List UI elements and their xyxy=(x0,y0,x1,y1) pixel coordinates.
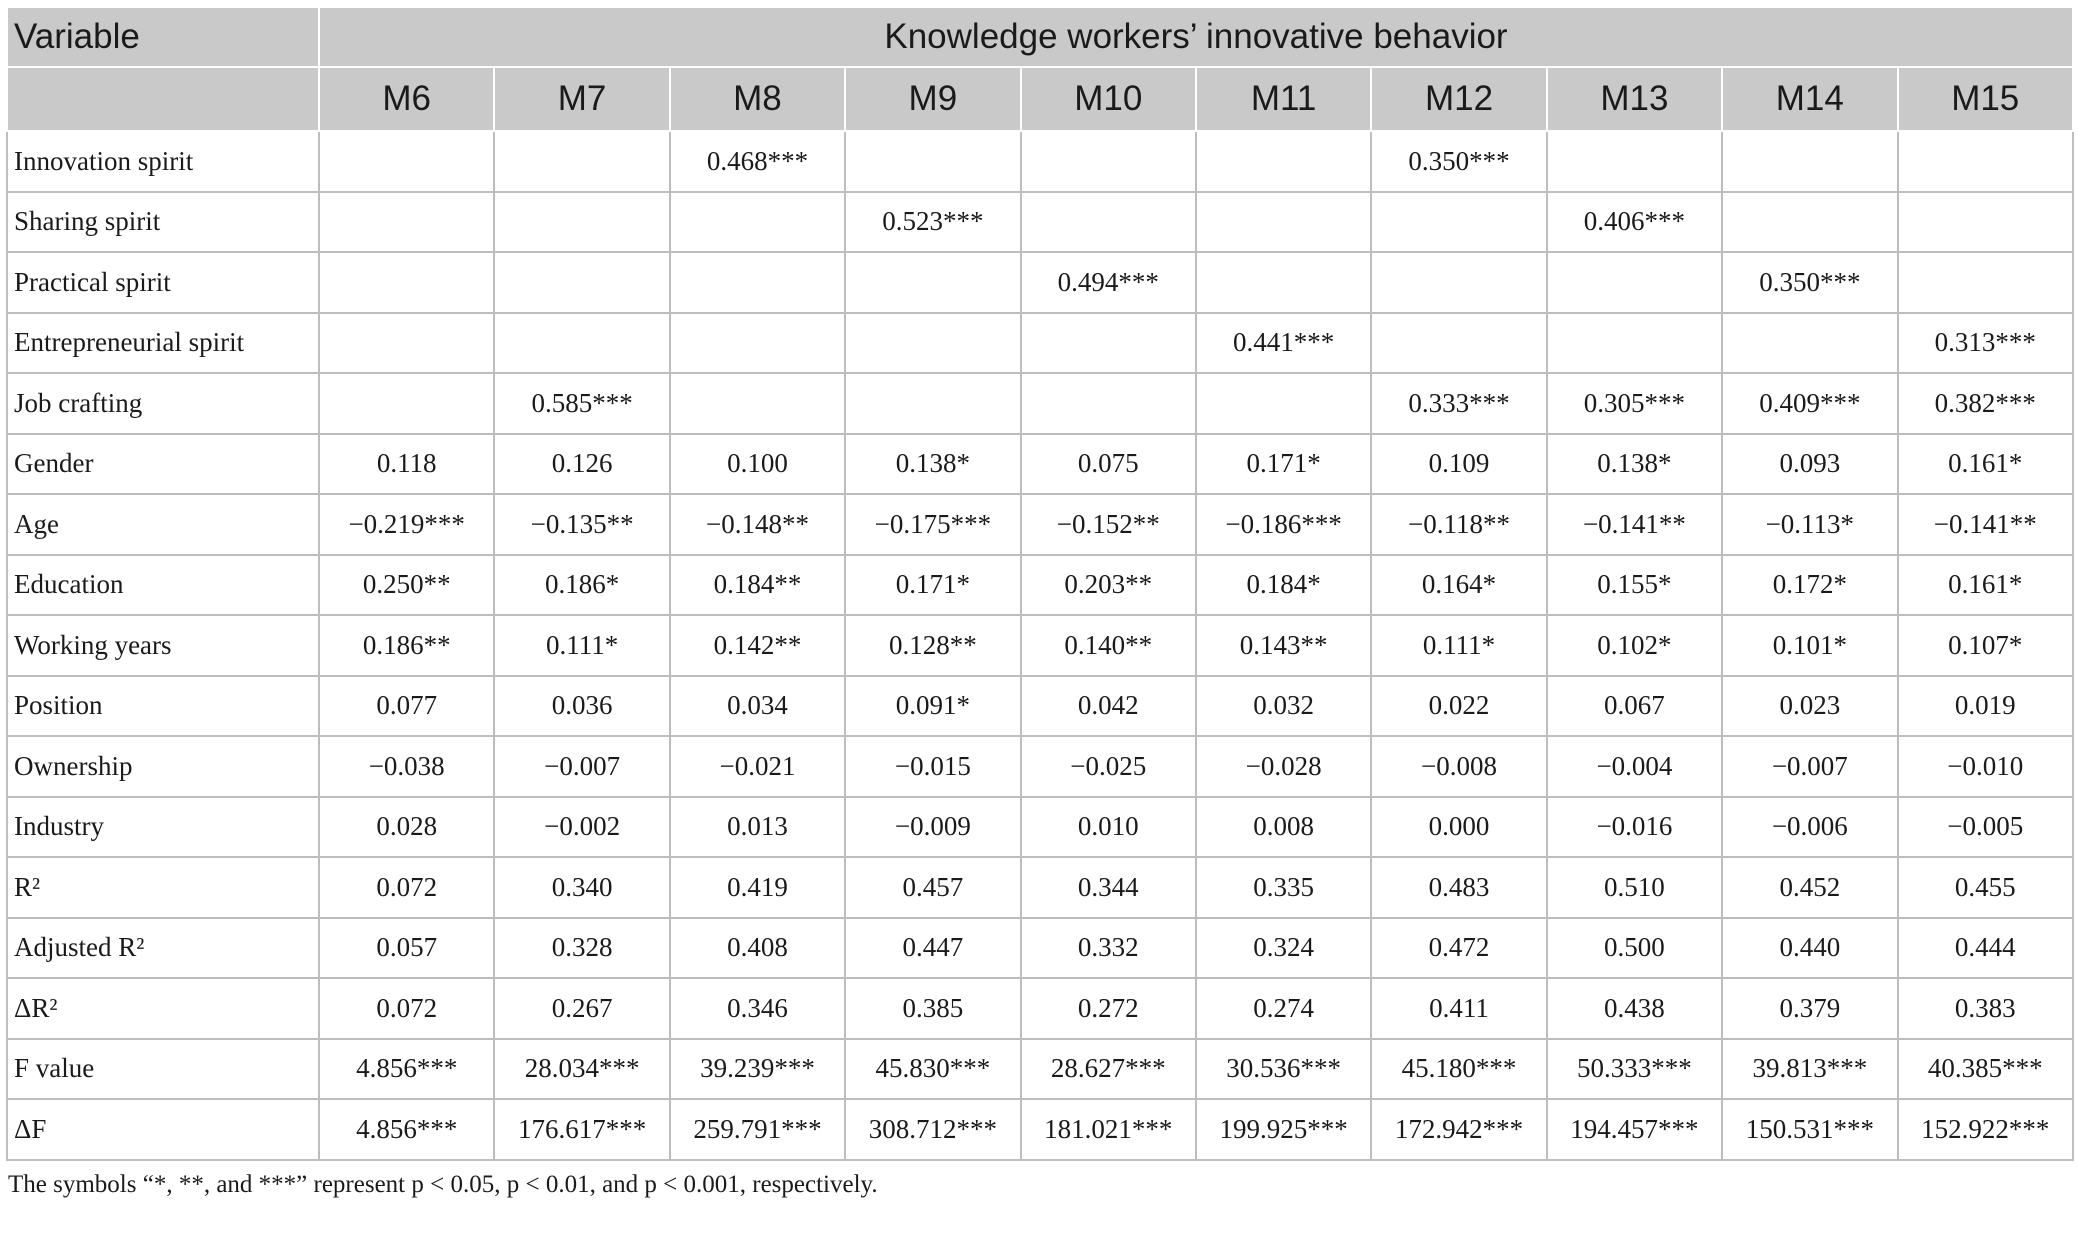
model-header: M9 xyxy=(845,67,1020,131)
table-cell: 0.100 xyxy=(670,434,845,495)
table-cell: 40.385*** xyxy=(1898,1039,2073,1100)
table-cell xyxy=(319,131,494,192)
table-cell: 0.186** xyxy=(319,615,494,676)
table-cell: 0.419 xyxy=(670,857,845,918)
table-cell xyxy=(494,252,669,313)
table-cell: −0.038 xyxy=(319,736,494,797)
table-cell: 150.531*** xyxy=(1722,1099,1897,1160)
row-label: Innovation spirit xyxy=(7,131,319,192)
table-row xyxy=(7,192,2073,253)
table-cell: 0.140** xyxy=(1021,615,1196,676)
table-cell xyxy=(670,192,845,253)
table-cell: 0.042 xyxy=(1021,676,1196,737)
table-cell xyxy=(1196,131,1371,192)
table-cell: 0.184* xyxy=(1196,555,1371,616)
table-cell: 39.813*** xyxy=(1722,1039,1897,1100)
table-cell xyxy=(1021,131,1196,192)
table-cell: 0.350*** xyxy=(1722,252,1897,313)
table-cell: 0.324 xyxy=(1196,918,1371,979)
table-cell: 0.172* xyxy=(1722,555,1897,616)
table-cell: 0.186* xyxy=(494,555,669,616)
table-cell xyxy=(1722,192,1897,253)
table-cell: 0.126 xyxy=(494,434,669,495)
table-row xyxy=(7,434,2073,495)
table-cell: 0.510 xyxy=(1547,857,1722,918)
table-cell: 0.452 xyxy=(1722,857,1897,918)
table-cell: −0.219*** xyxy=(319,494,494,555)
model-header: M8 xyxy=(670,67,845,131)
table-cell xyxy=(1547,313,1722,374)
table-cell: 0.472 xyxy=(1371,918,1546,979)
row-label: Practical spirit xyxy=(7,252,319,313)
row-label: Education xyxy=(7,555,319,616)
table-cell: 0.107* xyxy=(1898,615,2073,676)
table-cell: 0.332 xyxy=(1021,918,1196,979)
model-header: M6 xyxy=(319,67,494,131)
table-cell: 0.067 xyxy=(1547,676,1722,737)
model-header: M13 xyxy=(1547,67,1722,131)
table-cell: 0.447 xyxy=(845,918,1020,979)
table-cell: −0.008 xyxy=(1371,736,1546,797)
table-cell: 0.523*** xyxy=(845,192,1020,253)
table-cell xyxy=(494,192,669,253)
table-cell xyxy=(1371,252,1546,313)
table-cell: 0.328 xyxy=(494,918,669,979)
table-cell: −0.148** xyxy=(670,494,845,555)
table-cell xyxy=(1021,373,1196,434)
table-cell: 0.013 xyxy=(670,797,845,858)
table-cell: 0.340 xyxy=(494,857,669,918)
table-cell: 0.457 xyxy=(845,857,1020,918)
table-cell: −0.005 xyxy=(1898,797,2073,858)
row-label: ΔR² xyxy=(7,978,319,1039)
table-cell: 0.333*** xyxy=(1371,373,1546,434)
variable-column-header: Variable xyxy=(7,7,319,67)
table-cell: 308.712*** xyxy=(845,1099,1020,1160)
row-label: Entrepreneurial spirit xyxy=(7,313,319,374)
row-label: ΔF xyxy=(7,1099,319,1160)
table-cell: 0.500 xyxy=(1547,918,1722,979)
table-cell: 0.335 xyxy=(1196,857,1371,918)
table-cell xyxy=(319,252,494,313)
table-cell: 0.455 xyxy=(1898,857,2073,918)
table-cell xyxy=(1722,313,1897,374)
table-cell: 259.791*** xyxy=(670,1099,845,1160)
table-cell: 0.057 xyxy=(319,918,494,979)
table-cell: 0.022 xyxy=(1371,676,1546,737)
table-row xyxy=(7,918,2073,979)
table-cell: 0.142** xyxy=(670,615,845,676)
row-label: Job crafting xyxy=(7,373,319,434)
row-label: Working years xyxy=(7,615,319,676)
model-header: M11 xyxy=(1196,67,1371,131)
table-row xyxy=(7,313,2073,374)
table-cell: 0.585*** xyxy=(494,373,669,434)
table-cell: 0.379 xyxy=(1722,978,1897,1039)
table-cell: 0.109 xyxy=(1371,434,1546,495)
table-row xyxy=(7,131,2073,192)
table-row xyxy=(7,736,2073,797)
table-cell: 0.008 xyxy=(1196,797,1371,858)
table-cell: 194.457*** xyxy=(1547,1099,1722,1160)
table-cell: 0.409*** xyxy=(1722,373,1897,434)
table-cell: 39.239*** xyxy=(670,1039,845,1100)
table-cell: 0.111* xyxy=(494,615,669,676)
table-cell: 0.028 xyxy=(319,797,494,858)
table-cell: −0.010 xyxy=(1898,736,2073,797)
table-cell: 0.444 xyxy=(1898,918,2073,979)
table-cell: 0.143** xyxy=(1196,615,1371,676)
table-cell: 0.171* xyxy=(1196,434,1371,495)
table-cell: 45.830*** xyxy=(845,1039,1020,1100)
table-cell: 0.032 xyxy=(1196,676,1371,737)
table-container xyxy=(6,6,2072,1199)
table-cell xyxy=(670,313,845,374)
table-cell: −0.007 xyxy=(494,736,669,797)
row-label: Gender xyxy=(7,434,319,495)
table-cell: 0.171* xyxy=(845,555,1020,616)
dependent-variable-header: Knowledge workers’ innovative behavior xyxy=(319,7,2073,67)
table-cell xyxy=(319,313,494,374)
table-cell: 50.333*** xyxy=(1547,1039,1722,1100)
table-cell: 0.382*** xyxy=(1898,373,2073,434)
row-label: F value xyxy=(7,1039,319,1100)
table-cell: 0.111* xyxy=(1371,615,1546,676)
table-cell: −0.021 xyxy=(670,736,845,797)
table-cell xyxy=(1722,131,1897,192)
table-cell: −0.009 xyxy=(845,797,1020,858)
table-row xyxy=(7,1099,2073,1160)
table-cell: 28.034*** xyxy=(494,1039,669,1100)
table-cell: 0.438 xyxy=(1547,978,1722,1039)
table-cell: 0.000 xyxy=(1371,797,1546,858)
row-label: Industry xyxy=(7,797,319,858)
table-cell: 172.942*** xyxy=(1371,1099,1546,1160)
table-cell: 0.101* xyxy=(1722,615,1897,676)
table-cell: 4.856*** xyxy=(319,1039,494,1100)
table-cell xyxy=(1547,131,1722,192)
table-cell: 0.161* xyxy=(1898,434,2073,495)
table-cell: −0.113* xyxy=(1722,494,1897,555)
table-cell: 0.072 xyxy=(319,978,494,1039)
table-cell: −0.186*** xyxy=(1196,494,1371,555)
model-header: M12 xyxy=(1371,67,1546,131)
table-row xyxy=(7,252,2073,313)
table-cell: −0.002 xyxy=(494,797,669,858)
table-cell: 0.072 xyxy=(319,857,494,918)
table-cell: 0.305*** xyxy=(1547,373,1722,434)
table-cell: 0.313*** xyxy=(1898,313,2073,374)
table-cell: 0.019 xyxy=(1898,676,2073,737)
table-cell: 0.010 xyxy=(1021,797,1196,858)
table-row xyxy=(7,676,2073,737)
row-label: Ownership xyxy=(7,736,319,797)
table-cell: 0.155* xyxy=(1547,555,1722,616)
table-cell: 0.128** xyxy=(845,615,1020,676)
table-cell: −0.025 xyxy=(1021,736,1196,797)
table-cell: 0.250** xyxy=(319,555,494,616)
table-cell: 0.411 xyxy=(1371,978,1546,1039)
table-cell: 45.180*** xyxy=(1371,1039,1546,1100)
table-cell xyxy=(1196,252,1371,313)
table-cell xyxy=(1021,313,1196,374)
table-cell xyxy=(494,131,669,192)
table-cell: 176.617*** xyxy=(494,1099,669,1160)
row-label: Sharing spirit xyxy=(7,192,319,253)
model-header: M15 xyxy=(1898,67,2073,131)
table-cell: 0.075 xyxy=(1021,434,1196,495)
table-cell: 0.346 xyxy=(670,978,845,1039)
table-cell: −0.007 xyxy=(1722,736,1897,797)
table-cell: −0.118** xyxy=(1371,494,1546,555)
table-cell: 0.344 xyxy=(1021,857,1196,918)
table-row xyxy=(7,857,2073,918)
table-cell xyxy=(845,373,1020,434)
table-cell: 0.077 xyxy=(319,676,494,737)
table-cell: 0.408 xyxy=(670,918,845,979)
table-row xyxy=(7,797,2073,858)
table-footnote: The symbols “*, **, and ***” represent p < 0.05, p < 0.01, and p < 0.001, respectively. xyxy=(8,1170,878,1198)
table-cell: 0.091* xyxy=(845,676,1020,737)
table-cell: −0.016 xyxy=(1547,797,1722,858)
table-cell xyxy=(1547,252,1722,313)
table-cell xyxy=(845,252,1020,313)
table-cell: 0.036 xyxy=(494,676,669,737)
table-header xyxy=(7,7,2073,131)
table-cell: 181.021*** xyxy=(1021,1099,1196,1160)
table-cell: 0.161* xyxy=(1898,555,2073,616)
table-cell: −0.175*** xyxy=(845,494,1020,555)
table-cell xyxy=(1898,252,2073,313)
table-cell: 0.164* xyxy=(1371,555,1546,616)
table-cell: 0.494*** xyxy=(1021,252,1196,313)
table-cell: 4.856*** xyxy=(319,1099,494,1160)
model-header: M14 xyxy=(1722,67,1897,131)
table-cell: 0.023 xyxy=(1722,676,1897,737)
table-cell: 0.034 xyxy=(670,676,845,737)
table-row xyxy=(7,494,2073,555)
table-cell xyxy=(1898,131,2073,192)
table-cell: 0.267 xyxy=(494,978,669,1039)
table-cell: 0.138* xyxy=(845,434,1020,495)
table-cell: −0.015 xyxy=(845,736,1020,797)
table-cell: −0.152** xyxy=(1021,494,1196,555)
table-cell: 28.627*** xyxy=(1021,1039,1196,1100)
table-cell xyxy=(845,313,1020,374)
table-cell: −0.028 xyxy=(1196,736,1371,797)
table-cell: 0.406*** xyxy=(1547,192,1722,253)
row-label: Age xyxy=(7,494,319,555)
table-cell: 0.118 xyxy=(319,434,494,495)
table-cell: −0.141** xyxy=(1547,494,1722,555)
table-body xyxy=(7,131,2073,1160)
table-cell: 0.138* xyxy=(1547,434,1722,495)
table-row xyxy=(7,978,2073,1039)
table-cell xyxy=(1196,192,1371,253)
table-cell: 152.922*** xyxy=(1898,1099,2073,1160)
table-cell: 0.184** xyxy=(670,555,845,616)
regression-table xyxy=(6,6,2074,1161)
table-cell: 0.383 xyxy=(1898,978,2073,1039)
table-cell: 0.203** xyxy=(1021,555,1196,616)
table-cell xyxy=(1021,192,1196,253)
table-cell xyxy=(670,252,845,313)
table-cell: −0.141** xyxy=(1898,494,2073,555)
table-cell xyxy=(319,373,494,434)
table-cell xyxy=(1371,192,1546,253)
model-header: M10 xyxy=(1021,67,1196,131)
table-cell xyxy=(1898,192,2073,253)
table-row xyxy=(7,1039,2073,1100)
row-label: Adjusted R² xyxy=(7,918,319,979)
table-cell: −0.135** xyxy=(494,494,669,555)
row-label: Position xyxy=(7,676,319,737)
table-row xyxy=(7,555,2073,616)
table-cell: 0.102* xyxy=(1547,615,1722,676)
model-header: M7 xyxy=(494,67,669,131)
table-cell: 0.441*** xyxy=(1196,313,1371,374)
table-row xyxy=(7,373,2073,434)
table-cell xyxy=(670,373,845,434)
table-cell: 199.925*** xyxy=(1196,1099,1371,1160)
table-cell: 0.483 xyxy=(1371,857,1546,918)
table-cell: 0.093 xyxy=(1722,434,1897,495)
table-cell: −0.004 xyxy=(1547,736,1722,797)
table-cell: 30.536*** xyxy=(1196,1039,1371,1100)
variable-subheader-empty xyxy=(7,67,319,131)
table-row xyxy=(7,615,2073,676)
table-cell xyxy=(1196,373,1371,434)
table-cell: 0.385 xyxy=(845,978,1020,1039)
table-cell xyxy=(319,192,494,253)
table-cell: 0.272 xyxy=(1021,978,1196,1039)
table-cell xyxy=(494,313,669,374)
table-cell: −0.006 xyxy=(1722,797,1897,858)
table-cell: 0.468*** xyxy=(670,131,845,192)
table-cell xyxy=(1371,313,1546,374)
table-cell: 0.274 xyxy=(1196,978,1371,1039)
table-cell: 0.350*** xyxy=(1371,131,1546,192)
row-label: R² xyxy=(7,857,319,918)
table-cell: 0.440 xyxy=(1722,918,1897,979)
table-cell xyxy=(845,131,1020,192)
